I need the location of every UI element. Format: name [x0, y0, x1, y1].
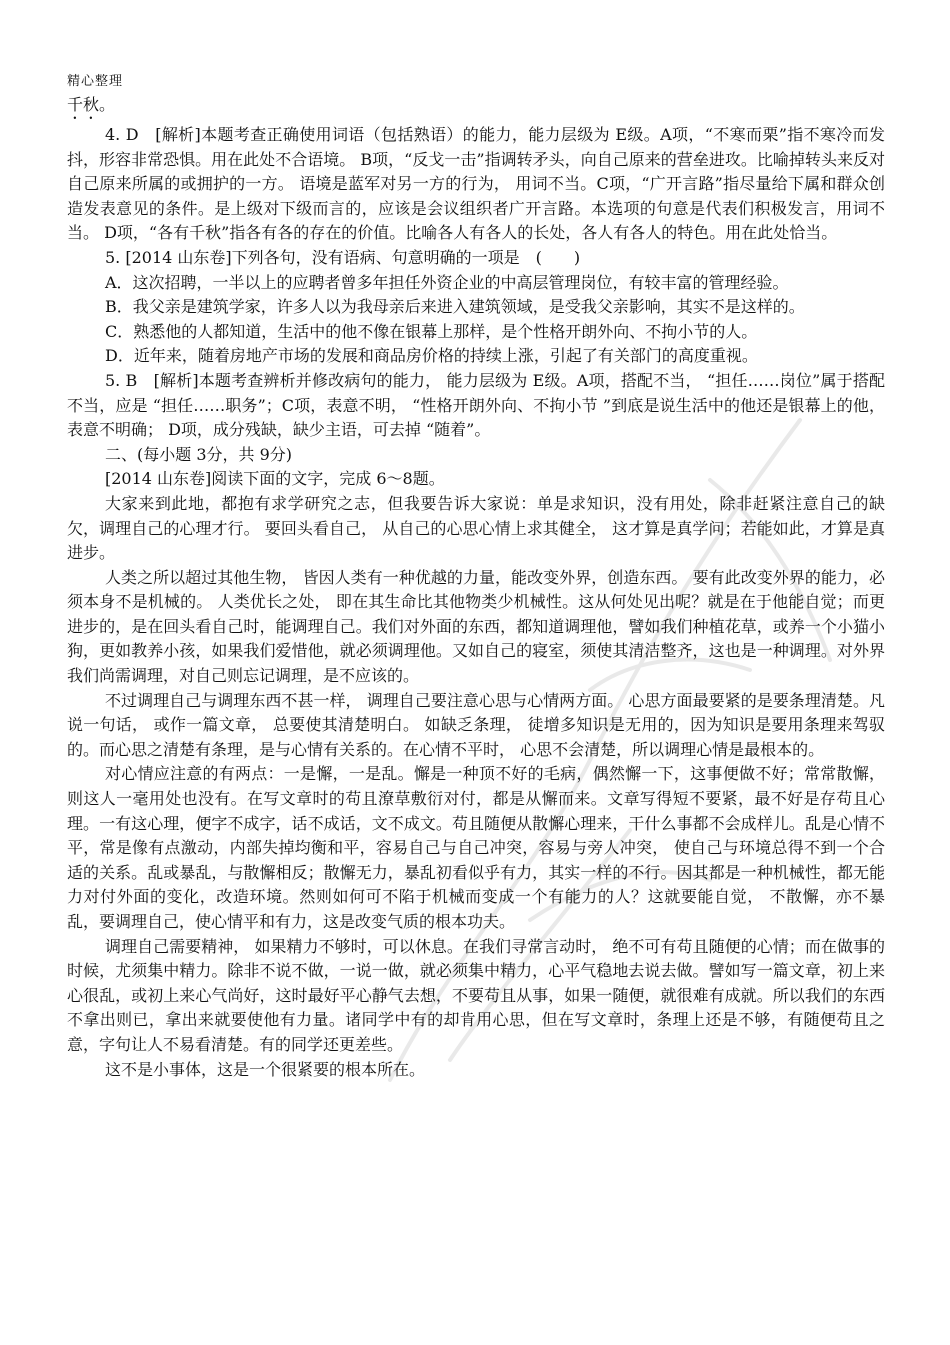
section-heading: 二、(每小题 3分，共 9分)	[105, 444, 293, 464]
question-5-option-b: B．我父亲是建筑学家，许多人以为我母亲后来进入建筑领域，是受我父亲影响，其实不是这样的。	[105, 297, 805, 317]
document-body	[67, 93, 885, 1082]
question-5-option-d: D．近年来，随着房地产市场的发展和商品房价格的持续上涨，引起了有关部门的高度重视。	[105, 346, 758, 366]
passage-paragraph: 调理自己需要精神， 如果精力不够时，可以休息。在我们寻常言动时， 绝不可有苟且随便的心情；而在做事的时候，尤须集中精力。除非不说不做，一说一做，就必须集中精力，心平气稳地去说去做。譬如写一篇文章，初上来心很乱，或初上来心气尚好，这时最好平心静气去想，不要苟且从事，如果一随便，就很难有成就。所以我们的东西不拿出则已，拿出来就要使他有力量。诸同学中有的却肯用心思，但在写文章时，条理上还是不够，有随便苟且之意，字句让人不易看清楚。有的同学还更差些。	[67, 936, 885, 1054]
passage-paragraph: 大家来到此地，都抱有求学研究之志，但我要告诉大家说：单是求知识，没有用处，除非赶紧注意自己的缺欠，调理自己的心理才行。 要回头看自己， 从自己的心思心情上求其健全， 这才算是真学问；若能如此，才算是真进步。	[67, 493, 885, 563]
passage-paragraph: 对心情应注意的有两点：一是懈，一是乱。懈是一种顶不好的毛病，偶然懈一下，这事便做不好；常常散懈，则这人一毫用处也没有。在写文章时的苟且潦草敷衍对付，都是从懈而来。文章写得短不要紧，最不好是存苟且心理。一有这心理，便字不成字，话不成话，文不成文。苟且随便从散懈心理来，干什么事都不会成样儿。乱是心情不平，常是像有点激动，内部失掉均衡和平，容易自己与自己冲突，容易与旁人冲突， 使自己与环境总得不到一个合适的关系。乱或暴乱，与散懈相反；散懈无力，暴乱初看似乎有力，其实一样的不行。因其都是一种机械性，都无能力对付外面的变化，改造环境。然则如何可不陷于机械而变成一个有能力的人？这就要能自觉， 不散懈，亦不暴乱，要调理自己，使心情平和有力，这是改变气质的根本功夫。	[67, 764, 885, 931]
answer-continuation: 千秋。	[67, 95, 116, 114]
question-5-option-a: A．这次招聘，一半以上的应聘者曾多年担任外资企业的中高层管理岗位，有较丰富的管理经验。	[105, 272, 789, 292]
question-5-stem: 5. [2014 山东卷]下列各句，没有语病、句意明确的一项是 ( )	[105, 247, 581, 267]
reading-instruction: [2014 山东卷]阅读下面的文字，完成 6～8题。	[105, 469, 445, 489]
passage-paragraph: 这不是小事体，这是一个很紧要的根本所在。	[105, 1059, 426, 1079]
passage-paragraph: 人类之所以超过其他生物， 皆因人类有一种优越的力量，能改变外界，创造东西。 要有此改变外界的能力，必须本身不是机械的。 人类优长之处， 即在其生命比其他物类少机械性。这从何处见出呢？就是在于他能自觉；而更进步的，是在回头看自己时，能调理自己。我们对外面的东西，都知道调理他，譬如我们种植花草，或养一个小猫小狗，更如教养小孩，如果我们爱惜他，就必须调理他。又如自己的寝室，须使其清洁整齐，这也是一种调理。对外界我们尚需调理，对自己则忘记调理，是不应该的。	[67, 567, 885, 686]
answer-4-explanation: 4. D [解析]本题考查正确使用词语（包括熟语）的能力，能力层级为 E级。A项，“不寒而栗”指不寒冷而发抖，形容非常恐惧。用在此处不合语境。 B项，“反戈一击”指调转矛头，向自己原来的营垒进攻。比喻掉转头来反对自己原来所属的或拥护的一方。 语境是蓝军对另一方的行为， 用词不当。C项，“广开言路”指尽量给下属和群众创造发表意见的条件。是上级对下级而言的，应该是会议组织者广开言路。本选项的句意是代表们积极发言，用词不当。 D项，“各有千秋”指各有各的存在的价值。比喻各人有各人的长处，各人有各人的特色。用在此处恰当。	[67, 125, 885, 243]
page-header-label: 精心整理	[67, 74, 124, 89]
question-5-option-c: C．熟悉他的人都知道，生活中的他不像在银幕上那样，是个性格开朗外向、不拘小节的人。	[105, 321, 758, 341]
answer-5-explanation: 5. B [解析]本题考查辨析并修改病句的能力， 能力层级为 E级。A项，搭配不当， “担任……岗位”属于搭配不当，应是 “担任……职务”；C项，表意不明， “性格开朗外向、不拘小节 ”到底是说生活中的他还是银幕上的他，表意不明确； D项，成分残缺，缺少主语，可去掉 “随着”。	[67, 370, 885, 440]
passage-paragraph: 不过调理自己与调理东西不甚一样， 调理自己要注意心思与心情两方面。 心思方面最要紧的是要条理清楚。凡说一句话， 或作一篇文章， 总要使其清楚明白。 如缺乏条理， 徒增多知识是无用的，因为知识是要用条理来驾驭的。而心思之清楚有条理，是与心情有关系的。在心情不平时， 心思不会清楚，所以调理心情是最根本的。	[67, 690, 885, 759]
